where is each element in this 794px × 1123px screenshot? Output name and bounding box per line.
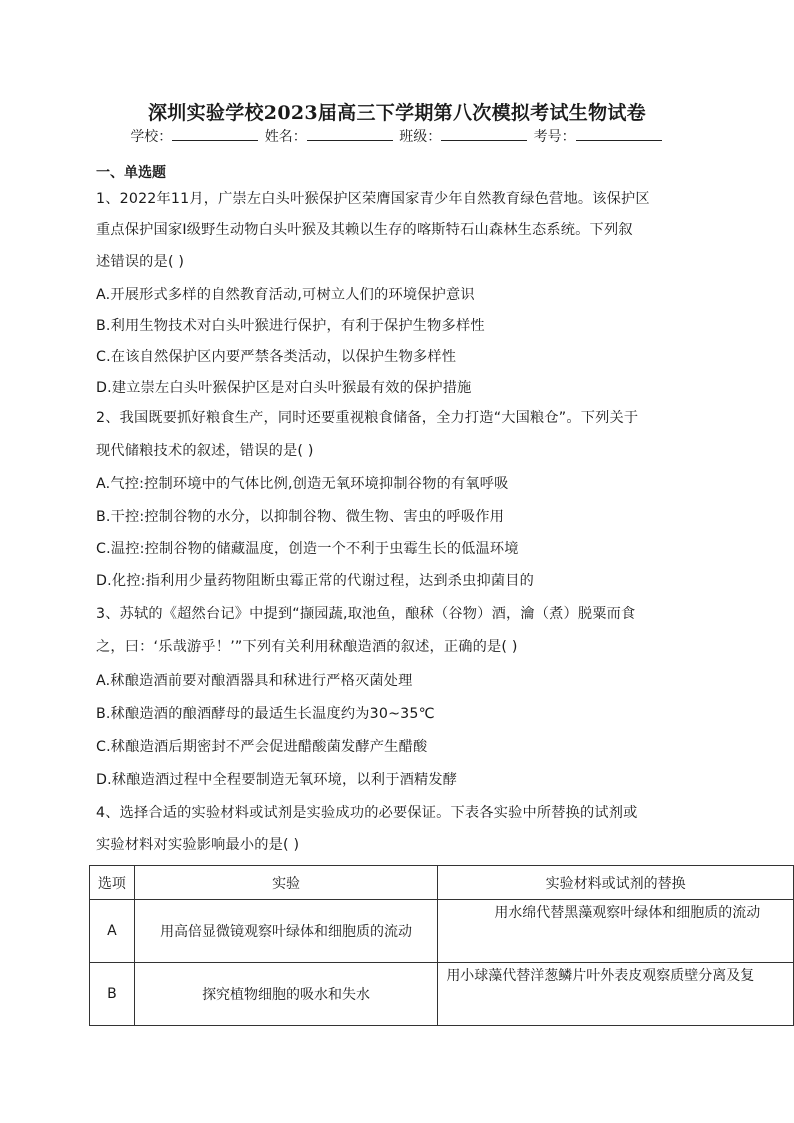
q1-option-c: C.在该自然保护区内要严禁各类活动，以保护生物多样性 <box>96 349 457 365</box>
q1-stem-line: 重点保护国家I级野生动物白头叶猴及其赖以生存的喀斯特石山森林生态系统。下列叙 <box>96 222 633 238</box>
q2-stem-line: 2、我国既要抓好粮食生产，同时还要重视粮食储备，全力打造“大国粮仓”。下列关于 <box>96 410 639 426</box>
replacement-text: 用小球藻代替洋葱鳞片叶外表皮观察质壁分离及复 <box>446 968 755 984</box>
school-label: 学校： <box>130 129 173 145</box>
section-title: 一、单选题 <box>96 165 166 181</box>
q3-option-c: C.秫酿造酒后期密封不严会促进醋酸菌发酵产生醋酸 <box>96 739 428 755</box>
q2-option-c: C.温控:控制谷物的储藏温度，创造一个不利于虫霉生长的低温环境 <box>96 541 519 557</box>
q1-stem-line: 1、2022年11月，广崇左白头叶猴保护区荣膺国家青少年自然教育绿色营地。该保护区 <box>96 191 650 207</box>
q3-stem-line: 3、苏轼的《超然台记》中提到“撷园蔬,取池鱼，酿秫（谷物）酒，瀹（煮）脱粟而食 <box>96 606 636 622</box>
q4-stem-line: 实验材料对实验影响最小的是( ) <box>96 837 300 853</box>
table-header-option: 选项 <box>90 866 135 900</box>
q2-option-a: A.气控:控制环境中的气体比例,创造无氧环境抑制谷物的有氧呼吸 <box>96 476 509 492</box>
q3-stem-line: 之，曰：‘乐哉游乎！’”下列有关利用秫酿造酒的叙述，正确的是( ) <box>96 639 518 655</box>
table-cell-experiment: 用高倍显微镜观察叶绿体和细胞质的流动 <box>134 900 437 963</box>
table-cell-option: B <box>90 963 135 1026</box>
q2-stem-line: 现代储粮技术的叙述，错误的是( ) <box>96 443 314 459</box>
table-cell-option: A <box>90 900 135 963</box>
exam-number-label: 考号： <box>533 129 576 145</box>
student-info-row <box>0 126 794 146</box>
exam-title: 深圳实验学校2023届高三下学期第八次模拟考试生物试卷 <box>148 102 646 124</box>
exam-number-blank[interactable] <box>576 126 662 141</box>
table-row <box>90 963 794 1026</box>
q3-option-d: D.秫酿造酒过程中全程要制造无氧环境，以利于酒精发酵 <box>96 772 458 788</box>
table-row <box>90 900 794 963</box>
q2-option-b: B.干控:控制谷物的水分，以抑制谷物、微生物、害虫的呼吸作用 <box>96 509 505 525</box>
q1-option-b: B.利用生物技术对白头叶猴进行保护，有利于保护生物多样性 <box>96 318 485 334</box>
q3-option-a: A.秫酿造酒前要对酿酒器具和秫进行严格灭菌处理 <box>96 673 413 689</box>
q4-stem-line: 4、选择合适的实验材料或试剂是实验成功的必要保证。下表各实验中所替换的试剂或 <box>96 805 638 821</box>
name-blank[interactable] <box>307 126 393 141</box>
class-label: 班级： <box>399 129 442 145</box>
q4-table <box>89 865 794 1026</box>
table-header-row <box>90 866 794 900</box>
table-cell-replacement <box>438 900 794 963</box>
table-header-experiment: 实验 <box>134 866 437 900</box>
q2-option-d: D.化控:指利用少量药物阻断虫霉正常的代谢过程，达到杀虫抑菌目的 <box>96 573 535 589</box>
replacement-text: 用水绵代替黑藻观察叶绿体和细胞质的流动 <box>494 905 761 921</box>
q3-option-b: B.秫酿造酒的酿酒酵母的最适生长温度约为30~35℃ <box>96 706 435 722</box>
q1-option-d: D.建立崇左白头叶猴保护区是对白头叶猴最有效的保护措施 <box>96 380 472 396</box>
table-header-replacement: 实验材料或试剂的替换 <box>438 866 794 900</box>
class-blank[interactable] <box>441 126 527 141</box>
table-cell-experiment: 探究植物细胞的吸水和失水 <box>134 963 437 1026</box>
name-label: 姓名： <box>264 129 307 145</box>
q1-stem-line: 述错误的是( ) <box>96 254 185 270</box>
table-cell-replacement <box>438 963 794 1026</box>
q1-option-a: A.开展形式多样的自然教育活动,可树立人们的环境保护意识 <box>96 287 475 303</box>
school-blank[interactable] <box>172 126 258 141</box>
